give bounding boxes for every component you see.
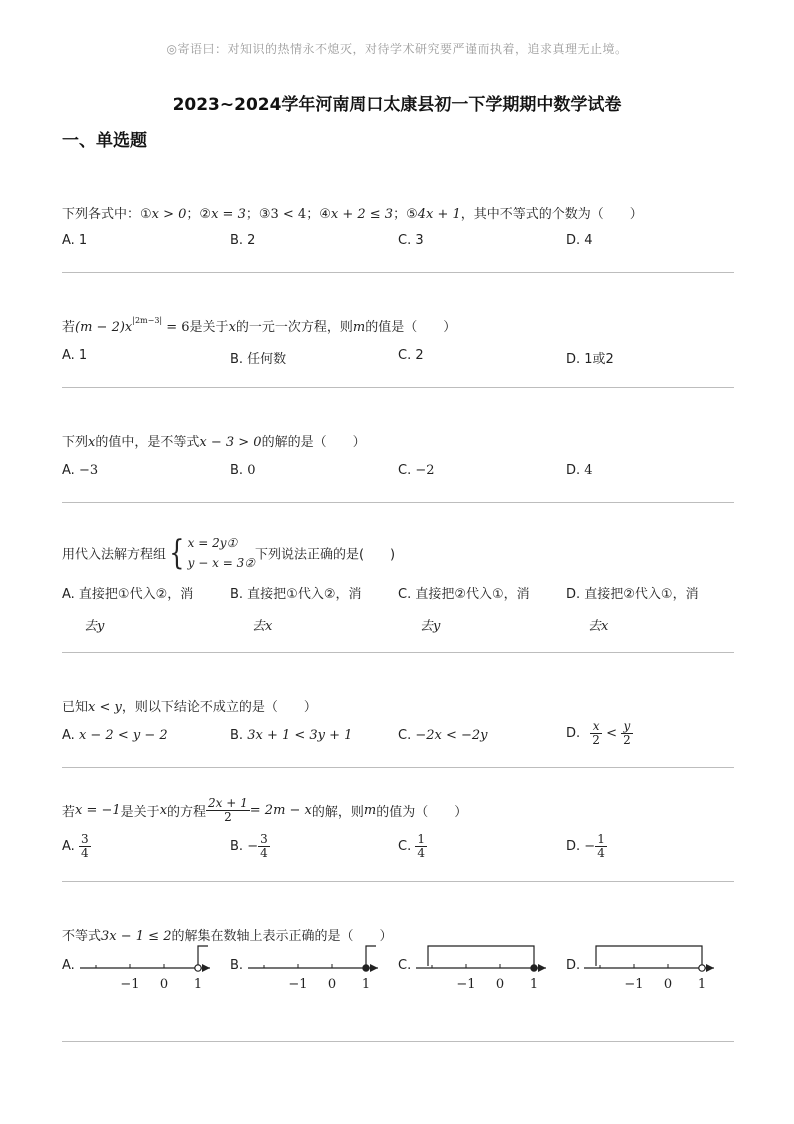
q7-b-tick-label: −1	[288, 977, 308, 992]
question-2	[62, 312, 734, 372]
equation-system	[188, 533, 255, 573]
q6-option-d-sign: −	[584, 839, 596, 854]
q5-d-den1: 2	[592, 733, 600, 747]
section-heading: 一、单选题	[62, 131, 147, 151]
q6-option-a-den: 4	[80, 846, 89, 860]
q6-fraction	[206, 797, 250, 824]
q7-option-a-letter[interactable]: A.	[62, 958, 75, 973]
q1-option-d[interactable]: D. 4	[566, 233, 593, 248]
q5-d-fraction-2	[621, 720, 633, 747]
q7-c-axis-arrow-icon	[538, 964, 546, 972]
q2-text-2: 是关于	[189, 320, 229, 335]
q4-option-a[interactable]	[62, 583, 193, 634]
divider	[62, 502, 734, 503]
q6-option-b-sign: −	[247, 839, 259, 854]
q3-option-a[interactable]	[62, 463, 98, 478]
q6-option-d-num: 1	[597, 832, 605, 846]
q7-option-c-number-line[interactable]	[414, 938, 554, 994]
q4-option-d-line1: D. 直接把②代入①，消	[566, 587, 699, 602]
q5-option-a[interactable]	[62, 728, 168, 743]
q7-option-a-number-line[interactable]	[78, 938, 218, 994]
q4-option-d[interactable]	[566, 583, 699, 634]
q7-c-closed-endpoint-icon	[531, 965, 537, 971]
q6-option-a-num: 3	[80, 832, 89, 846]
q2-math-3: x	[228, 320, 236, 335]
q7-text-1: 不等式	[62, 929, 102, 944]
q1-option-c[interactable]: C. 3	[398, 233, 424, 248]
q7-option-b-letter[interactable]: B.	[230, 958, 244, 973]
q2-option-a[interactable]: A. 1	[62, 348, 88, 363]
q3-option-d[interactable]	[566, 463, 593, 478]
question-1	[62, 200, 734, 260]
q7-d-open-endpoint-icon	[699, 965, 705, 971]
header-motto: ◎寄语曰：对知识的热情永不熄灭，对待学术研究要严谨而执着，追求真理无止境。	[166, 42, 628, 56]
q6-text-2: 是关于	[120, 805, 160, 820]
q7-math-1: 3x − 1 ≤ 2	[101, 929, 172, 944]
q2-option-c[interactable]: C. 2	[398, 348, 424, 363]
q5-option-d[interactable]	[566, 720, 633, 747]
q5-option-a-value: x − 2 < y − 2	[78, 728, 168, 743]
question-3	[62, 428, 734, 488]
q2-option-b[interactable]: B. 任何数	[230, 352, 287, 367]
q6-option-b-fraction	[258, 833, 270, 860]
q5-math-1: x < y	[88, 700, 122, 715]
question-6	[62, 797, 734, 872]
q1-text-2: ；②	[186, 207, 212, 222]
q4-option-c-line1: C. 直接把②代入①，消	[398, 587, 530, 602]
q4-text-2: 下列说法正确的是( )	[254, 547, 396, 563]
q7-c-tick-label: 1	[529, 977, 539, 992]
q1-text-1: 下列各式中：①	[62, 207, 152, 222]
q3-option-a-value: −3	[78, 463, 99, 478]
q7-c-tick-label: −1	[456, 977, 476, 992]
q1-option-b[interactable]: B. 2	[230, 233, 256, 248]
q6-text-4: 的解，则	[311, 805, 364, 820]
question-4-stem	[62, 533, 395, 573]
q7-b-axis-arrow-icon	[370, 964, 378, 972]
q5-d-num2: y	[621, 720, 633, 734]
q1-math-3: 3 < 4	[270, 207, 307, 222]
q5-option-d-letter: D.	[566, 726, 581, 741]
q7-text-2: 的解集在数轴上表示正确的是（ ）	[171, 929, 393, 944]
q4-text-1: 用代入法解方程组	[62, 547, 167, 563]
q6-option-c-fraction	[415, 833, 427, 860]
q6-fraction-num: 2x + 1	[208, 796, 248, 810]
q5-d-num1: x	[590, 720, 602, 734]
q6-math-2: x	[159, 803, 168, 818]
q6-option-a[interactable]	[62, 833, 91, 860]
q6-option-c-num: 1	[417, 832, 425, 846]
q5-option-c-letter: C.	[398, 728, 412, 743]
q6-option-b-letter: B.	[230, 839, 244, 854]
q6-text-1: 若	[62, 805, 76, 820]
q3-option-b-value: 0	[247, 463, 256, 478]
q4-equation-2: y − x = 3②	[187, 556, 255, 570]
q4-option-b-line1: B. 直接把①代入②，消	[230, 587, 362, 602]
divider	[62, 881, 734, 882]
q2-option-d[interactable]: D. 1或2	[566, 352, 614, 367]
q2-math-2: = 6	[162, 320, 190, 335]
q5-option-b[interactable]	[230, 728, 352, 743]
q6-option-c-letter: C.	[398, 839, 412, 854]
q7-d-tick-label: 0	[663, 977, 673, 992]
q6-option-c[interactable]	[398, 833, 427, 860]
q4-option-a-line2: 去y	[84, 619, 105, 634]
exam-title: 2023~2024学年河南周口太康县初一下学期期中数学试卷	[172, 95, 622, 115]
q7-b-tick-label: 0	[327, 977, 337, 992]
divider	[62, 272, 734, 273]
q3-option-c[interactable]	[398, 463, 435, 478]
q3-option-a-letter: A.	[62, 463, 75, 478]
q7-option-d-letter[interactable]: D.	[566, 958, 581, 973]
question-3-stem	[62, 431, 366, 450]
q5-option-a-letter: A.	[62, 728, 75, 743]
question-5	[62, 694, 734, 764]
divider	[62, 1041, 734, 1042]
q3-option-d-value: 4	[584, 463, 593, 478]
q5-option-c-value: −2x < −2y	[415, 728, 488, 743]
q6-fraction-den: 2	[224, 810, 232, 824]
question-6-stem	[62, 797, 467, 824]
q3-option-c-letter: C.	[398, 463, 412, 478]
q7-a-tick-label: −1	[120, 977, 140, 992]
q7-d-axis-arrow-icon	[706, 964, 714, 972]
q7-option-d-number-line[interactable]	[582, 938, 722, 994]
q3-text-1: 下列	[62, 435, 89, 450]
question-1-stem	[62, 203, 643, 222]
q3-option-b-letter: B.	[230, 463, 244, 478]
q6-option-d-letter: D.	[566, 839, 581, 854]
q1-math-4: x + 2 ≤ 3	[330, 207, 394, 222]
q2-math-4: m	[352, 320, 366, 335]
q7-d-solution-bracket	[596, 946, 702, 968]
q4-option-c-line2: 去y	[420, 619, 441, 634]
q3-math-1: x	[88, 435, 96, 450]
q1-text-6: ，其中不等式的个数为（ ）	[460, 207, 643, 222]
question-2-stem	[62, 316, 456, 335]
q2-exponent: |2m−3|	[132, 316, 163, 325]
q5-text-1: 已知	[62, 700, 89, 715]
q1-math-1: x > 0	[151, 207, 187, 222]
q6-text-5: 的值为（ ）	[376, 805, 468, 820]
question-7	[62, 920, 734, 1010]
q3-option-b[interactable]	[230, 463, 255, 478]
q7-a-axis-arrow-icon	[202, 964, 210, 972]
q3-math-2: x − 3 > 0	[199, 435, 262, 450]
q7-a-tick-label: 1	[193, 977, 203, 992]
q5-option-b-value: 3x + 1 < 3y + 1	[247, 728, 353, 743]
divider	[62, 767, 734, 768]
q7-c-solution-bracket	[428, 946, 534, 968]
q5-option-b-letter: B.	[230, 728, 244, 743]
q7-option-c-letter[interactable]: C.	[398, 958, 412, 973]
q1-math-5: 4x + 1	[417, 207, 461, 222]
q4-equation-1: x = 2y①	[187, 536, 238, 550]
q5-d-fraction-1	[590, 720, 602, 747]
q1-text-4: ；④	[306, 207, 331, 222]
q2-math-1: (m − 2)x	[75, 320, 133, 335]
q7-c-tick-label: 0	[495, 977, 505, 992]
q6-option-c-den: 4	[417, 846, 425, 860]
q4-option-d-line2: 去x	[588, 619, 609, 634]
q6-option-d-den: 4	[597, 846, 605, 860]
q7-a-tick-label: 0	[159, 977, 169, 992]
q3-option-d-letter: D.	[566, 463, 581, 478]
q6-option-a-letter: A.	[62, 839, 75, 854]
question-5-stem	[62, 696, 317, 715]
q2-text-4: 的值是（ ）	[365, 320, 457, 335]
q7-d-tick-label: −1	[624, 977, 644, 992]
q6-text-3: 的方程	[167, 805, 207, 820]
q6-math-4: m	[363, 803, 377, 818]
q1-math-2: x = 3	[211, 207, 246, 222]
q3-option-c-value: −2	[415, 463, 435, 478]
q7-b-closed-endpoint-icon	[363, 965, 369, 971]
q4-option-c[interactable]	[398, 583, 530, 634]
q2-text-3: 的一元一次方程，则	[235, 320, 353, 335]
q6-option-d-fraction	[595, 833, 607, 860]
q2-text-1: 若	[62, 320, 76, 335]
q6-math-3: = 2m − x	[249, 803, 312, 818]
q1-text-5: ；⑤	[393, 207, 418, 222]
q4-option-b[interactable]	[230, 583, 362, 634]
q6-math-1: x = −1	[75, 803, 121, 818]
q1-option-a[interactable]: A. 1	[62, 233, 88, 248]
q7-d-tick-label: 1	[697, 977, 707, 992]
q5-option-c[interactable]	[398, 728, 488, 743]
q6-option-a-fraction	[79, 833, 91, 860]
q3-text-3: 的解的是（ ）	[261, 435, 366, 450]
q5-d-den2: 2	[623, 733, 631, 747]
q1-text-3: ；③	[245, 207, 271, 222]
divider	[62, 387, 734, 388]
q4-option-a-line1: A. 直接把①代入②，消	[62, 587, 194, 602]
q4-option-b-line2: 去x	[252, 619, 273, 634]
q7-a-open-endpoint-icon	[195, 965, 201, 971]
q7-option-b-number-line[interactable]	[246, 938, 386, 994]
q6-option-b[interactable]	[230, 833, 270, 860]
q7-b-tick-label: 1	[361, 977, 371, 992]
q6-option-d[interactable]	[566, 833, 607, 860]
q5-text-2: ，则以下结论不成立的是（ ）	[121, 700, 317, 715]
q6-option-b-num: 3	[260, 832, 268, 846]
q3-text-2: 的值中，是不等式	[95, 435, 200, 450]
q6-option-b-den: 4	[260, 846, 268, 860]
question-4	[62, 533, 734, 638]
divider	[62, 652, 734, 653]
system-brace-icon: {	[169, 533, 185, 573]
q5-d-relation: <	[606, 726, 617, 741]
